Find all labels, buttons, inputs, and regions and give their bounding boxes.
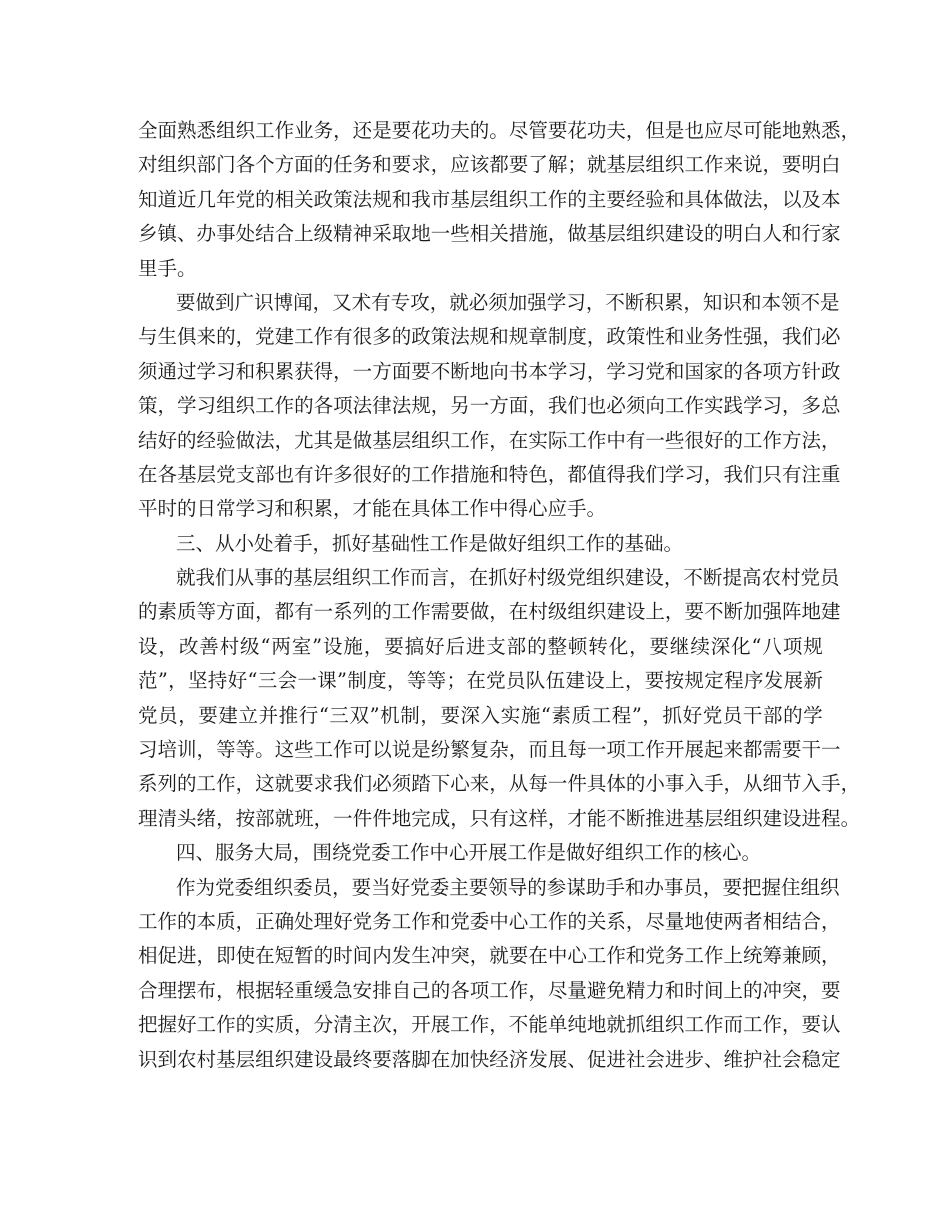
text-line: 对 组 织 部 门 各 个 方 面 的 任 务 和 要 求 ， 应 该 都 要 了 解 ； 就 基 层 组 织 工 作 来 说 ， 要 明 白 bbox=[138, 153, 841, 177]
text-line: 里手。 bbox=[138, 256, 197, 280]
text-line: 理 清 头 绪 ， 按 部 就 班 ， 一 件 件 地 完 成 ， 只 有 这 样 ， 才 能 不 断 推 进 基 层 组 织 建 设 进 程 。 bbox=[138, 806, 861, 830]
text-line: 系 列 的 工 作 ， 这 就 要 求 我 们 必 须 踏 下 心 来 ， 从 每 一 件 具 体 的 小 事 入 手 ， 从 细 节 入 手 ， bbox=[138, 772, 861, 796]
text-line: 乡 镇 、 办 事 处 结 合 上 级 精 神 采 取 地 一 些 相 关 措 施 ， 做 基 层 组 织 建 设 的 明 白 人 和 行 家 bbox=[138, 222, 841, 246]
text-line: 全 面 熟 悉 组 织 工 作 业 务 ， 还 是 要 花 功 夫 的 。 尽 管 要 花 功 夫 ， 但 是 也 应 尽 可 能 地 熟 悉 ， bbox=[138, 119, 861, 142]
text-line: 与 生 俱 来 的 ， 党 建 工 作 有 很 多 的 政 策 法 规 和 规 章 制 度 ， 政 策 性 和 业 务 性 强 ， 我 们 必 bbox=[138, 325, 841, 349]
text-line: 作 为 党 委 组 织 委 员 ， 要 当 好 党 委 主 要 领 导 的 参 谋 助 手 和 办 事 员 ， 要 把 握 住 组 织 bbox=[176, 875, 840, 899]
text-line: 把 握 好 工 作 的 实 质 ， 分 清 主 次 ， 开 展 工 作 ， 不 能 单 纯 地 就 抓 组 织 工 作 而 工 作 ， 要 认 bbox=[138, 1013, 841, 1037]
text-line: 相 促 进 ， 即 使 在 短 暂 的 时 间 内 发 生 冲 突 ， 就 要 在 中 心 工 作 和 党 务 工 作 上 统 筹 兼 顾 ， bbox=[138, 944, 841, 968]
text-line: 须 通 过 学 习 和 积 累 获 得 ， 一 方 面 要 不 断 地 向 书 本 学 习 ， 学 习 党 和 国 家 的 各 项 方 针 政 bbox=[138, 359, 841, 383]
text-line: 习 培 训 ， 等 等 。 这 些 工 作 可 以 说 是 纷 繁 复 杂 ， 而 且 每 一 项 工 作 开 展 起 来 都 需 要 干 一 bbox=[138, 738, 841, 762]
document-page bbox=[138, 114, 861, 1077]
text-line: 四、服务大局，围绕党委工作中心开展工作是做好组织工作的核心。 bbox=[176, 841, 762, 865]
text-line: 在 各 基 层 党 支 部 也 有 许 多 很 好 的 工 作 措 施 和 特 色 ， 都 值 得 我 们 学 习 ， 我 们 只 有 注 重 bbox=[138, 462, 841, 486]
text-line: 识 到 农 村 基 层 组 织 建 设 最 终 要 落 脚 在 加 快 经 济 发 展 、 促 进 社 会 进 步 、 维 护 社 会 稳 定 bbox=[138, 1047, 841, 1071]
text-line: 策 ， 学 习 组 织 工 作 的 各 项 法 律 法 规 ， 另 一 方 面 ， 我 们 也 必 须 向 工 作 实 践 学 习 ， 多 总 bbox=[138, 394, 841, 418]
text-line: 设 ， 改 善 村 级 “ 两 室 ” 设 施 ， 要 搞 好 后 进 支 部 的 整 顿 转 化 ， 要 继 续 深 化 “ 八 项 规 bbox=[138, 634, 823, 658]
text-line: 工 作 的 本 质 ， 正 确 处 理 好 党 务 工 作 和 党 委 中 心 工 作 的 关 系 ， 尽 量 地 使 两 者 相 结 合 ， bbox=[138, 909, 841, 933]
text-line: 合 理 摆 布 ， 根 据 轻 重 缓 急 安 排 自 己 的 各 项 工 作 ， 尽 量 避 免 精 力 和 时 间 上 的 冲 突 ， 要 bbox=[138, 978, 841, 1002]
text-line: 就 我 们 从 事 的 基 层 组 织 工 作 而 言 ， 在 抓 好 村 级 党 组 织 建 设 ， 不 断 提 高 农 村 党 员 bbox=[176, 566, 840, 590]
text-line: 的 素 质 等 方 面 ， 都 有 一 系 列 的 工 作 需 要 做 ， 在 村 级 组 织 建 设 上 ， 要 不 断 加 强 阵 地 建 bbox=[138, 600, 841, 624]
text-line: 三、从小处着手，抓好基础性工作是做好组织工作的基础。 bbox=[176, 531, 684, 555]
text-line: 平时的日常学习和积累，才能在具体工作中得心应手。 bbox=[138, 497, 607, 521]
text-line: 党 员 ， 要 建 立 并 推 行 “ 三 双 ” 机 制 ， 要 深 入 实 施 “ 素 质 工 程 ” ， 抓 好 党 员 干 部 的 学 bbox=[138, 703, 823, 727]
text-line: 要 做 到 广 识 博 闻 ， 又 术 有 专 攻 ， 就 必 须 加 强 学 习 ， 不 断 积 累 ， 知 识 和 本 领 不 是 bbox=[176, 290, 840, 314]
text-line: 结 好 的 经 验 做 法 ， 尤 其 是 做 基 层 组 织 工 作 ， 在 实 际 工 作 中 有 一 些 很 好 的 工 作 方 法 ， bbox=[138, 428, 841, 452]
text-line: 知 道 近 几 年 党 的 相 关 政 策 法 规 和 我 市 基 层 组 织 工 作 的 主 要 经 验 和 具 体 做 法 ， 以 及 本 bbox=[138, 187, 841, 211]
text-line: 范 ” ， 坚 持 好 “ 三 会 一 课 ” 制 度 ， 等 等 ； 在 党 员 队 伍 建 设 上 ， 要 按 规 定 程 序 发 展 新 bbox=[138, 669, 823, 693]
